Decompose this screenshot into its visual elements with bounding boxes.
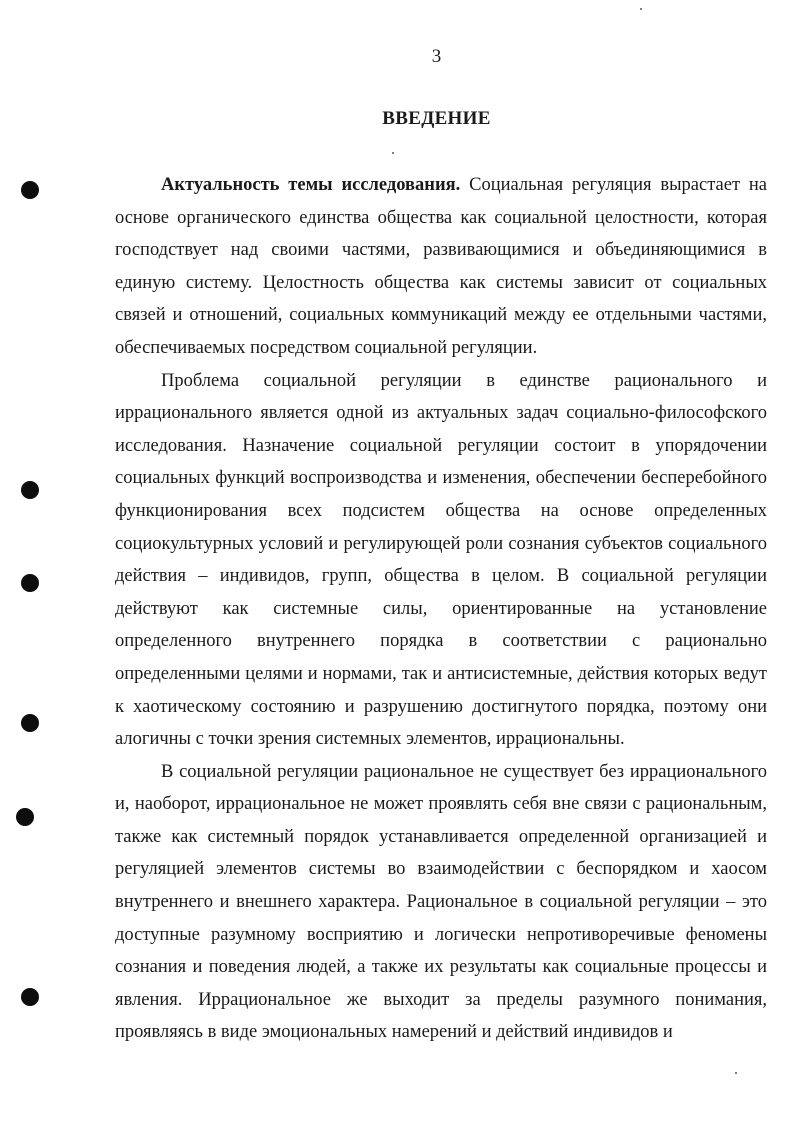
- section-heading: ВВЕДЕНИЕ: [382, 108, 491, 129]
- paragraph-1-text: Социальная регуляция вырастает на основе органического единства общества как социальной целостности, которая господствует над своими частями, развивающимися и объединяющимися в единую систему. Целостность общества как системы зависит от социальных связей и отношений, социальных коммуникаций между ее отдельными частями, обеспечиваемых посредством социальной регуляции.: [115, 175, 768, 358]
- punch-hole-6: [21, 988, 39, 1006]
- scan-speck: [392, 152, 394, 154]
- lead-phrase: Актуальность темы исследования.: [161, 175, 461, 195]
- punch-hole-1: [21, 181, 39, 199]
- paragraph-1: [115, 169, 767, 365]
- scan-speck: [735, 1072, 737, 1074]
- punch-hole-5: [16, 808, 34, 826]
- document-body: [115, 169, 767, 1049]
- punch-hole-2: [21, 481, 39, 499]
- page-number: 3: [431, 46, 442, 67]
- punch-hole-4: [21, 714, 39, 732]
- punch-hole-3: [21, 574, 39, 592]
- paragraph-2: Проблема социальной регуляции в единстве рационального и иррационального является одной из актуальных задач социально-философского исследования. Назначение социальной регуляции состоит в упорядочении социальных функций воспроизводства и изменения, обеспечении бесперебойного функционирования всех подсистем общества на основе определенных социокультурных условий и регулирующей роли сознания субъектов социального действия – индивидов, групп, общества в целом. В социальной регуляции действуют как системные силы, ориентированные на установление определенного внутреннего порядка в соответствии с рационально определенными целями и нормами, так и антисистемные, действия которых ведут к хаотическому состоянию и разрушению достигнутого порядка, поэтому они алогичны с точки зрения системных элементов, иррациональны.: [115, 370, 767, 750]
- paragraph-3: В социальной регуляции рациональное не существует без иррационального и, наоборот, иррациональное не может проявлять себя вне связи с рациональным, также как системный порядок устанавливается определенной организацией и регуляцией элементов системы во взаимодействии с беспорядком и хаосом внутреннего и внешнего характера. Рациональное в социальной регуляции – это доступные разумному восприятию и логически непротиворечивые феномены сознания и поведения людей, а также их результаты как социальные процессы и явления. Иррациональное же выходит за пределы разумного понимания, проявляясь в виде эмоциональных намерений и действий индивидов и: [115, 761, 767, 1043]
- scan-speck: [640, 8, 642, 10]
